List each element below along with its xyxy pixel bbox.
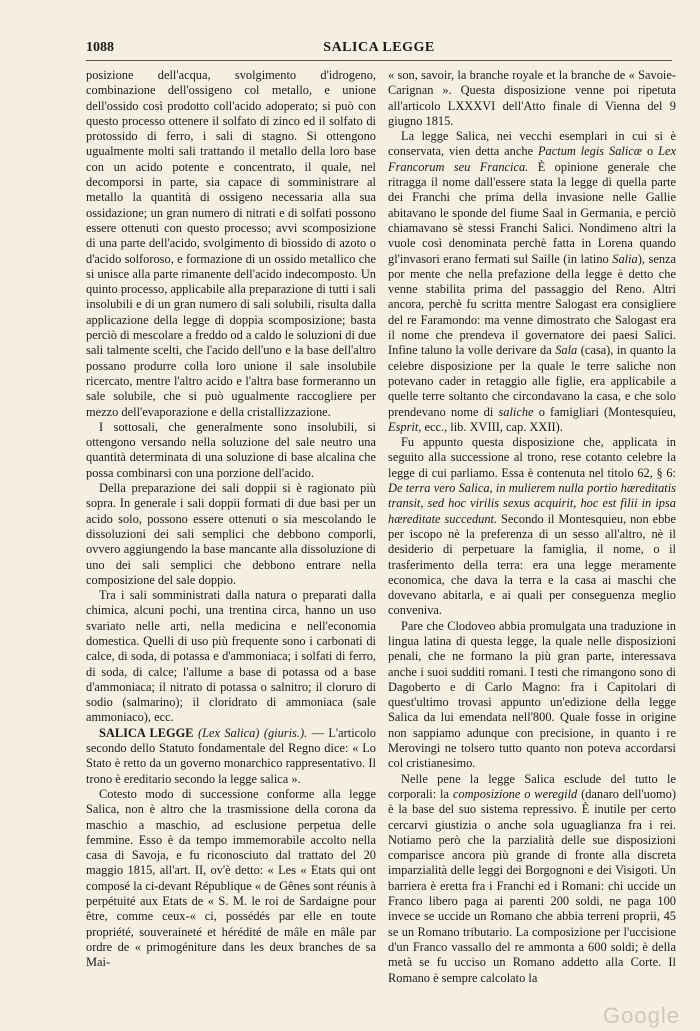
paragraph: Della preparazione dei sali doppii si è ragionato più sopra. In generale i sali doppii formati di due basi per un acido solo, possono essere ottenuti o sia mescolando le dissoluzioni dei sali semplici che debbono comporli, ovvero aggiungendo la base mancante alla dissoluzione di uno dei sali semplici che debbono entrare nella composizione del sale doppio.	[86, 481, 376, 587]
latin-quote: De terra vero Salica, in mulierem nulla portio hæreditatis transit, sed hoc virilis sexus acquirit, hoc est filii in ipsa hæreditate succedunt.	[388, 481, 676, 526]
text-run: Nelle pene la legge Salica esclude del tutto le corporali: la	[388, 771, 676, 801]
text-run: È opinione generale che ritragga il nome dall'essere stata la legge di quella parte dei Franchi che prima della invasione nelle Gallie abitavano le sponde del fiume Saal in Germania, e perciò chiamavano sè stessi Franchi Salici. Nondimeno altri la vuole così denominata perchè fatta in Lorena quando gl'invasori erano fermati sul Saille (in latino	[388, 159, 676, 266]
running-header	[86, 38, 672, 61]
left-column	[86, 68, 376, 1018]
latin-term: composizione o weregild	[452, 786, 578, 801]
latin-term: (Lex Salica)	[197, 725, 260, 740]
watermark: Google	[603, 1003, 680, 1028]
entry-heading: SALICA LEGGE	[99, 725, 194, 740]
text-run: o famigliari (Montesquieu,	[538, 404, 676, 419]
entry-salica-legge	[86, 726, 376, 787]
paragraph: posizione dell'acqua, svolgimento d'idrogeno, combinazione dell'ossigeno col metallo, e unione dell'ossido così prodotto coll'acido adoperato; si può con questo processo ottenere il solfato di zinco ed il solfato di protossido di ferro, i sali di stagno. Si ottengono ugualmente molti sali trattando il metallo della loro base con un acido potente e concentrato, il quale, nel decomporsi in parte, sia capace di somministrare al metallo la quantità di ossigeno necessaria alla sua ossidazione; un gran numero di nitrati e di solfati possono essere ottenuti con questo processo; avvi scomposizione di una parte dell'acido, svolgimento di biossido di azoto o d'acido solforoso, e formazione di un ossido metallico che si unisce alla parte rimanente dell'acido indecomposto. Un quinto processo, applicabile alla preparazione di tutti i sali insolubili e di un gran numero di sali solubili, risulta dalla applicazione della legge di doppia scomposizione; basta perciò di mescolare a freddo od a caldo le soluzioni di due sali talmente scelti, che l'acido dell'uno e la base dell'altro possano produrre colla loro unione il sale insolubile ricercato, mentre l'altro acido e l'altra base formeranno un sale solubile, che si può ugualmente raccogliere per mezzo dell'evaporazione e della cristallizzazione.	[86, 68, 376, 419]
paragraph	[388, 435, 676, 619]
text-run: Secondo il Montesquieu, non ebbe per iscopo nè la preferenza di un sesso all'altro, nè il desiderio di perpetuare la famiglia, il nome, o il trasferimento della terra: era una legge meramente economica, che dava la terra e la casa ai maschi che dovevano abitarla, e ai quali per conseguenza meglio conveniva.	[388, 511, 676, 618]
entry-text: — L'articolo secondo dello Statuto fondamentale del Regno dice: « Lo Stato è retto da un governo monarchico rappresentativo. Il trono è ereditario secondo la legge salica ».	[86, 725, 376, 786]
right-column	[388, 68, 676, 1018]
paragraph	[388, 129, 676, 435]
paragraph: Cotesto modo di successione conforme alla legge Salica, non è altro che la trasmissione della corona da maschio a maschio, ad esclusione perpetua delle femmine. Esso è da tempo immemorabile accolto nella casa di Savoja, e fu riconosciuto dal trattato del 20 maggio 1815, all'art. II, ov'è detto: « Les « Etats qui ont composé la ci-devant République « de Gênes sont réunis à perpétuité aux Etats de « S. M. le roi de Sardaigne pour être, comme ceux-« ci, possédés par elle en toute propriété, souveraineté et hérédité de mâle en mâle par ordre de « primogéniture dans les deux branches de sa Mai-	[86, 786, 376, 970]
field-label: (giuris.).	[263, 725, 308, 740]
text-run: La legge Salica, nei vecchi esemplari in cui si è conservata, vien detta anche	[388, 129, 676, 159]
text-run: o	[646, 144, 654, 159]
paragraph: I sottosali, che generalmente sono insolubili, si ottengono versando nella soluzione del sale neutro una quantità determinata di una soluzione di base alcalina che possa combinarsi con una porzione dell'acido.	[86, 419, 376, 480]
text-run: Fu appunto questa disposizione che, applicata in seguito alla successione al trono, rese cotanto celebre la legge di cui parliamo. Essa è contenuta nel titolo 62, § 6:	[388, 435, 676, 480]
text-run: ecc., lib. XVIII, cap. XXII).	[424, 419, 563, 434]
text-run: (danaro dell'uomo) è la base del suo sistema repressivo. È inutile per certo cercarvi giustizia o anche sola uguaglianza fra i rei. Notiamo però che la parzialità delle sue disposizioni comparisce ancora più grande di fronte alla discreta imparzialità delle leggi dei Borgognoni e dei Visigoti. Un barriera è eretta fra i Franchi ed i Romani: chi uccide un Franco libero paga ai parenti 200 soldi, ne paga 100 invece se uccide un Romano che abbia terreni proprii, 45 se un Romano tributario. La composizione per l'uccisione d'un Franco vassallo del re ammonta a 600 soldi; è della metà se fu ucciso un Romano addetto alla Corte. Il Romano è sempre calcolato la	[388, 786, 676, 985]
latin-term: Lex Francorum seu Francica.	[388, 144, 676, 174]
text-run: (casa), in quanto la celebre disposizione per la quale le terre saliche non potevano cader in retaggio alle figlie, era applicabile a quelle terre soltanto che circondavano la casa, e che solo prendevano nome di	[388, 343, 676, 419]
paragraph: Pare che Clodoveo abbia promulgata una traduzione in lingua latina di questa legge, la quale nelle disposizioni penali, che ne formano la più gran parte, interessava anche i suoi sudditi romani. I testi che rimangono sono di Dagoberto e di Carlo Magno: fra i Capitolari di quest'ultimo trovasi appunto un'edizione della legge Salica da lui emendata nell'800. Quale fosse in origine non sappiamo adunque con precisione, in quanto i re Merovingi ne tolsero tutto quanto non poteva accordarsi col cristianesimo.	[388, 618, 676, 771]
latin-term: Salia	[612, 251, 638, 266]
paragraph	[388, 772, 676, 986]
latin-term: Sala	[555, 343, 578, 358]
text-run: ), senza por mente che nella prefazione della legge è detto che venne stabilita prima del passaggio del Reno. Altri ancora, perchè fu scritta mentre Salogast era consigliere del re Faramondo: ma venne dimostrato che Salogast era il nome che prendeva il governatore dei paesi Salici. Infine taluno la volle derivare da	[388, 251, 676, 358]
latin-term: Esprit,	[388, 419, 422, 434]
latin-term: saliche	[498, 404, 534, 419]
paragraph: Tra i sali somministrati dalla natura o preparati dalla chimica, alcuni pochi, una trentina circa, hanno un uso svariato nelle arti, nella medicina e nell'economia domestica. Quelli di uso più frequente sono i carbonati di calce, di soda, di potassa e d'ammoniaca; i solfati di ferro, di soda, di calce; l'allume a base di potassa od a base d'ammoniaca; il nitrato di potassa o salnitro; il cloruro di sodio (salmarino); il cloridrato di ammoniaca (sale ammoniaco), ecc.	[86, 588, 376, 725]
running-title: SALICA LEGGE	[323, 40, 435, 55]
latin-term: Pactum legis Salicæ	[537, 144, 643, 159]
paragraph: « son, savoir, la branche royale et la branche de « Savoie-Carignan ». Questa disposizione venne poi ripetuta all'articolo LXXXVI dell'Atto finale di Vienna del 9 giugno 1815.	[388, 68, 676, 128]
page-number: 1088	[86, 40, 114, 55]
